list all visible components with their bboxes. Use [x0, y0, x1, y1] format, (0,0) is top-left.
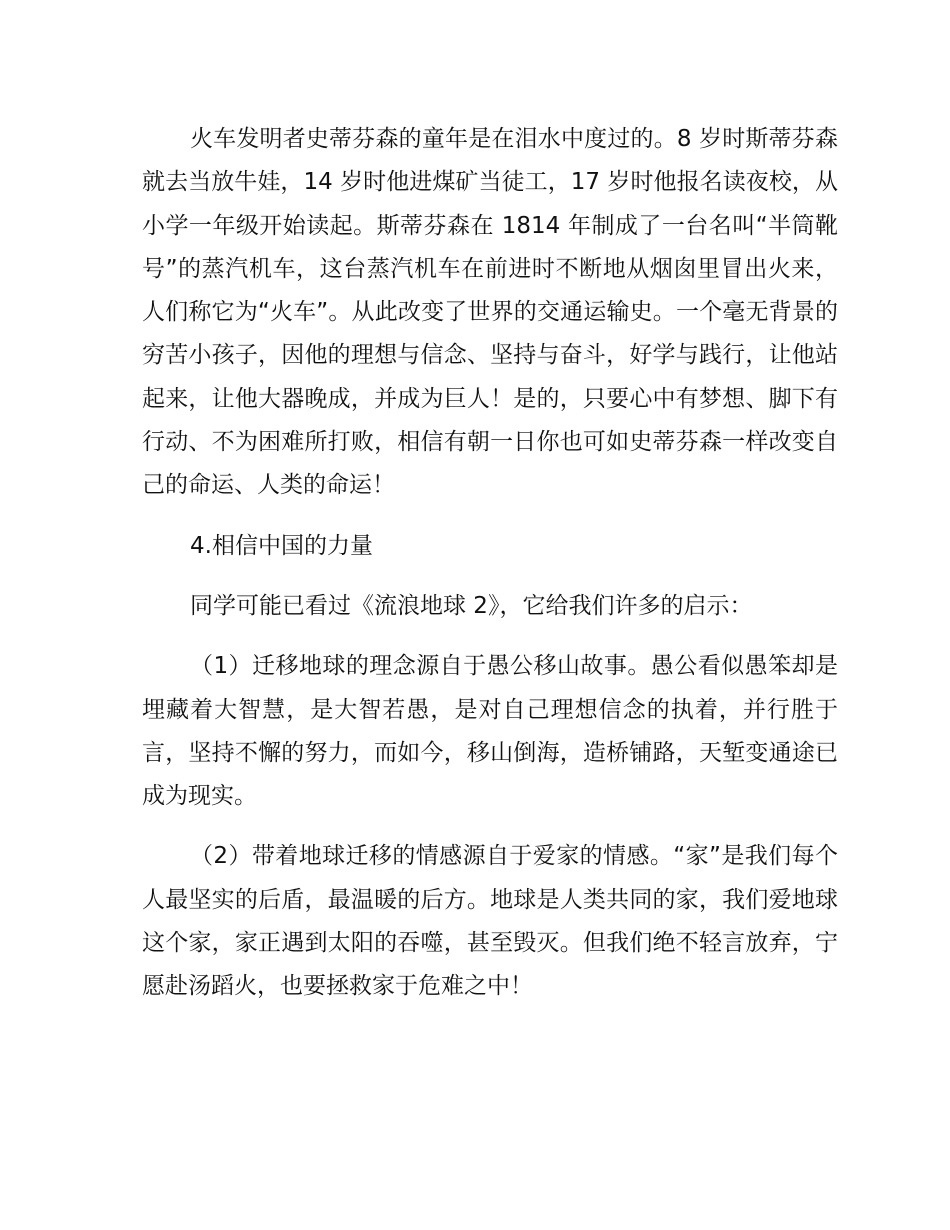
paragraph-point-2: （2）带着地球迁移的情感源自于爱家的情感。“家”是我们每个人最坚实的后盾，最温暖的后方。地球是人类共同的家，我们爱地球这个家，家正遇到太阳的吞噬，甚至毁灭。但我们绝不轻言放弃，宁愿赴汤蹈火，也要拯救家于危难之中！	[142, 843, 838, 1000]
document-body	[142, 118, 838, 1009]
paragraph-point-1: （1）迁移地球的理念源自于愚公移山故事。愚公看似愚笨却是埋藏着大智慧，是大智若愚，是对自己理想信念的执着，并行胜于言，坚持不懈的努力，而如今，移山倒海，造桥铺路，天堑变通途已成为现实。	[142, 653, 838, 810]
paragraph-wandering-earth-intro: 同学可能已看过《流浪地球 2》，它给我们许多的启示：	[190, 592, 753, 619]
paragraph-stephenson: 火车发明者史蒂芬森的童年是在泪水中度过的。8 岁时斯蒂芬森就去当放牛娃，14 岁时他进煤矿当徒工，17 岁时他报名读夜校，从小学一年级开始读起。斯蒂芬森在 1814 年制成了一台名叫“半筒靴号”的蒸汽机车，这台蒸汽机车在前进时不断地从烟囱里冒出火来，人们称它为“火车”。从此改变了世界的交通运输史。一个毫无背景的穷苦小孩子，因他的理想与信念、坚持与奋斗，好学与践行，让他站起来，让他大器晚成，并成为巨人！是的，只要心中有梦想、脚下有行动、不为困难所打败，相信有朝一日你也可如史蒂芬森一样改变自己的命运、人类的命运！	[142, 126, 838, 499]
section-heading-china-power: 4.相信中国的力量	[190, 532, 373, 559]
